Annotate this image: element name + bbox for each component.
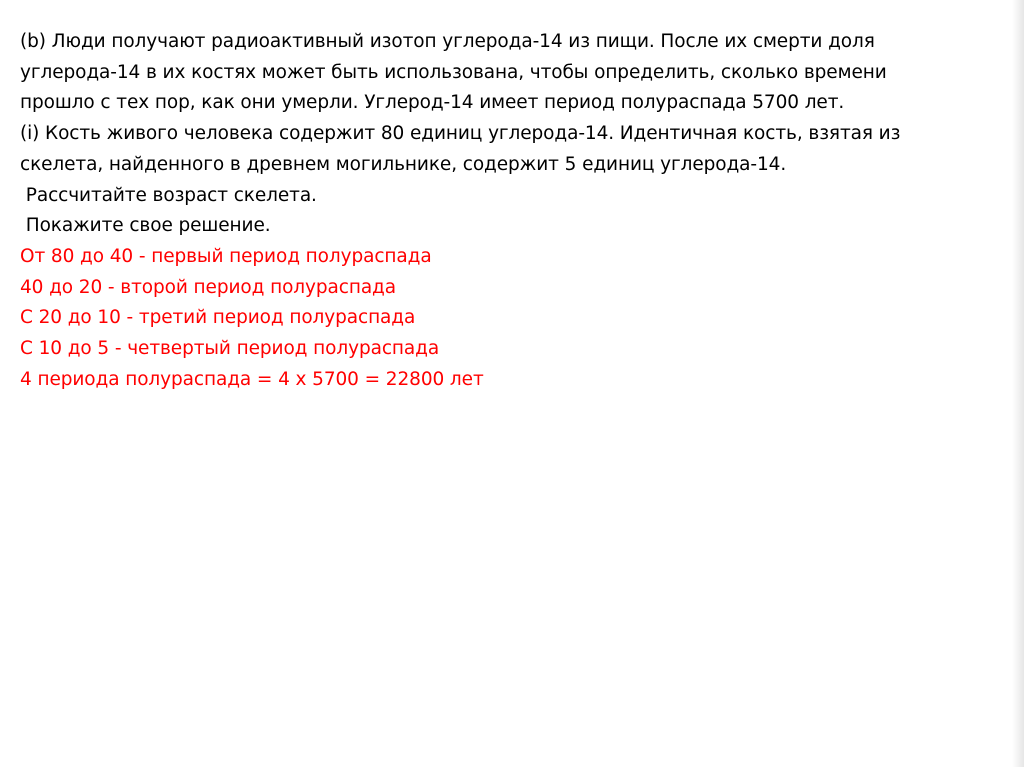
- slide-text-body: [20, 27, 1015, 395]
- answer-block: [20, 242, 1015, 396]
- question-line: (b) Люди получают радиоактивный изотоп углерода-14 из пищи. После их смерти доля: [20, 31, 875, 52]
- answer-line: С 10 до 5 - четвертый период полураспада: [20, 338, 440, 360]
- question-block: [20, 27, 1015, 242]
- answer-line: От 80 до 40 - первый период полураспада: [20, 245, 432, 267]
- answer-line: С 20 до 10 - третий период полураспада: [20, 307, 416, 329]
- slide-edge-shadow: [1012, 0, 1024, 767]
- instruction-line: Рассчитайте возраст скелета.: [20, 184, 317, 206]
- answer-line: 40 до 20 - второй период полураспада: [20, 276, 396, 298]
- answer-result-line: 4 периода полураспада = 4 х 5700 = 22800 лет: [20, 368, 484, 390]
- question-line: углерода-14 в их костях может быть использована, чтобы определить, сколько времени: [20, 61, 887, 83]
- question-line: (i) Кость живого человека содержит 80 единиц углерода-14. Идентичная кость, взятая из: [20, 123, 901, 145]
- instruction-line: Покажите свое решение.: [20, 215, 271, 237]
- question-line: скелета, найденного в древнем могильнике, содержит 5 единиц углерода-14.: [20, 153, 787, 175]
- question-line: прошло с тех пор, как они умерли. Углерод-14 имеет период полураспада 5700 лет.: [20, 92, 845, 114]
